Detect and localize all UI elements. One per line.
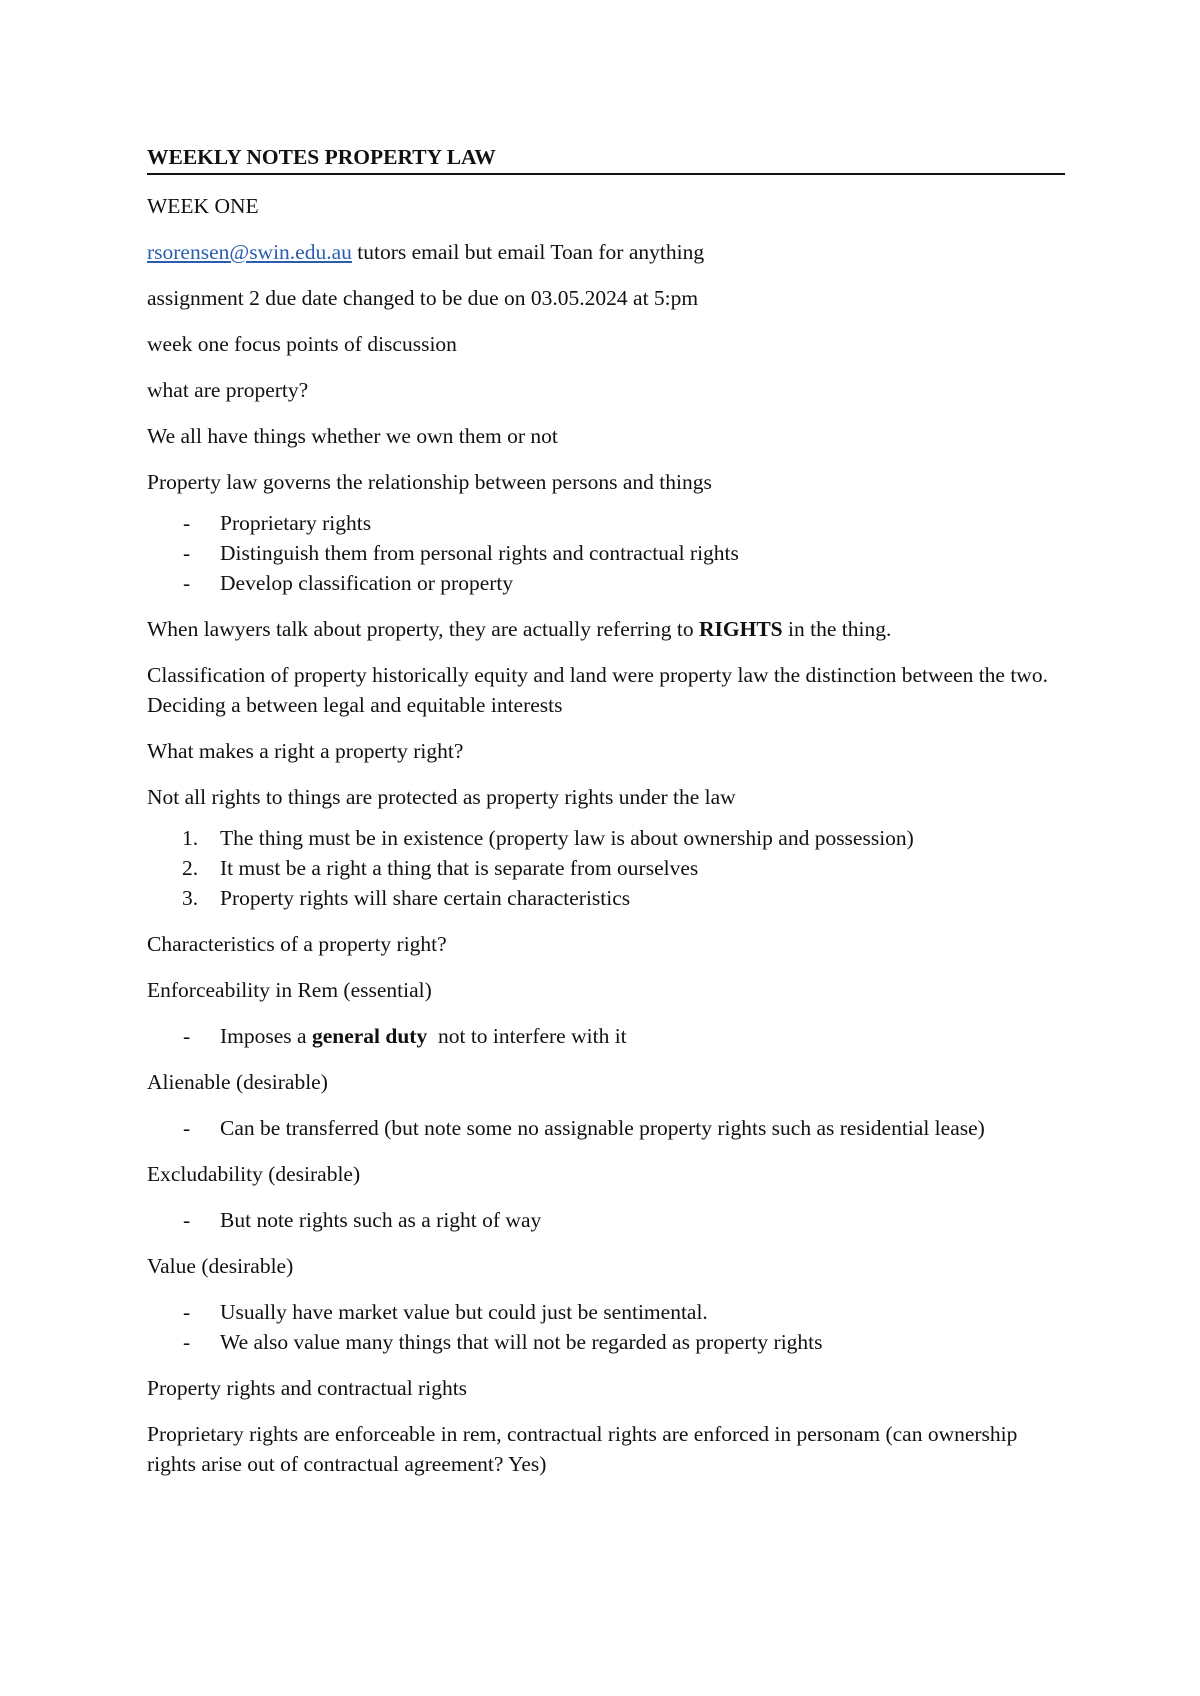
value-list xyxy=(147,1297,1065,1357)
excludability-list xyxy=(147,1205,1065,1235)
question-property-right: What makes a right a property right? xyxy=(147,739,464,763)
dash-marker: - xyxy=(183,511,191,535)
dash-marker: - xyxy=(183,571,191,595)
list-item: 3. Property rights will share certain characteristics xyxy=(147,883,1065,913)
excludability-heading: Excludability (desirable) xyxy=(147,1162,361,1186)
list-item: - We also value many things that will not be regarded as property rights xyxy=(147,1327,1065,1357)
enforceability-list xyxy=(147,1021,1065,1051)
alienable-heading: Alienable (desirable) xyxy=(147,1070,328,1094)
week-heading: WEEK ONE xyxy=(147,194,259,218)
list-item: - Distinguish them from personal rights and contractual rights xyxy=(147,538,1065,568)
document-page xyxy=(147,142,1065,1495)
classification-paragraph: Classification of property historically equity and land were property law the distinction between the two. Deciding a between legal and equitable interests xyxy=(147,663,1048,717)
question-characteristics: Characteristics of a property right? xyxy=(147,932,447,956)
list-item: - Can be transferred (but note some no assignable property rights such as residential lease) xyxy=(147,1113,1065,1143)
number-marker: 1. xyxy=(182,826,199,850)
tutor-email-link[interactable]: rsorensen@swin.edu.au xyxy=(147,240,352,264)
alienable-list xyxy=(147,1113,1065,1143)
email-line-text: tutors email but email Toan for anything xyxy=(351,240,705,264)
dash-marker: - xyxy=(183,1330,191,1354)
dash-marker: - xyxy=(183,1208,191,1232)
numbered-list xyxy=(147,823,1065,913)
things-paragraph: We all have things whether we own them or not xyxy=(147,424,558,448)
number-marker: 3. xyxy=(182,886,199,910)
question-what-property: what are property? xyxy=(147,378,309,402)
property-list xyxy=(147,508,1065,598)
list-item: 1. The thing must be in existence (property law is about ownership and possession) xyxy=(147,823,1065,853)
assignment-note: assignment 2 due date changed to be due on 03.05.2024 at 5:pm xyxy=(147,286,699,310)
list-item: - Usually have market value but could just be sentimental. xyxy=(147,1297,1065,1327)
focus-points: week one focus points of discussion xyxy=(147,332,457,356)
dash-marker: - xyxy=(183,541,191,565)
property-contract-heading: Property rights and contractual rights xyxy=(147,1376,468,1400)
list-item: - Develop classification or property xyxy=(147,568,1065,598)
enforceability-heading: Enforceability in Rem (essential) xyxy=(147,978,432,1002)
dash-marker: - xyxy=(183,1300,191,1324)
general-duty-emphasis: general duty xyxy=(311,1024,428,1048)
list-item: - Proprietary rights xyxy=(147,508,1065,538)
rights-emphasis: RIGHTS xyxy=(699,617,783,641)
list-item: - But note rights such as a right of way xyxy=(147,1205,1065,1235)
value-heading: Value (desirable) xyxy=(147,1254,294,1278)
governs-paragraph: Property law governs the relationship between persons and things xyxy=(147,470,712,494)
document-title: WEEKLY NOTES PROPERTY LAW xyxy=(147,142,1065,175)
dash-marker: - xyxy=(183,1116,191,1140)
list-item: - Imposes a general duty not to interfere with it xyxy=(147,1021,1065,1051)
number-marker: 2. xyxy=(182,856,199,880)
email-line xyxy=(147,237,1065,267)
lawyers-paragraph: When lawyers talk about property, they are actually referring to RIGHTS in the thing. xyxy=(147,617,892,641)
not-all-rights-paragraph: Not all rights to things are protected as property rights under the law xyxy=(147,785,736,809)
proprietary-enforce-paragraph: Proprietary rights are enforceable in rem, contractual rights are enforced in personam (can ownership rights arise out of contractual agreement? Yes) xyxy=(147,1422,1018,1476)
list-item: 2. It must be a right a thing that is separate from ourselves xyxy=(147,853,1065,883)
dash-marker: - xyxy=(183,1024,191,1048)
